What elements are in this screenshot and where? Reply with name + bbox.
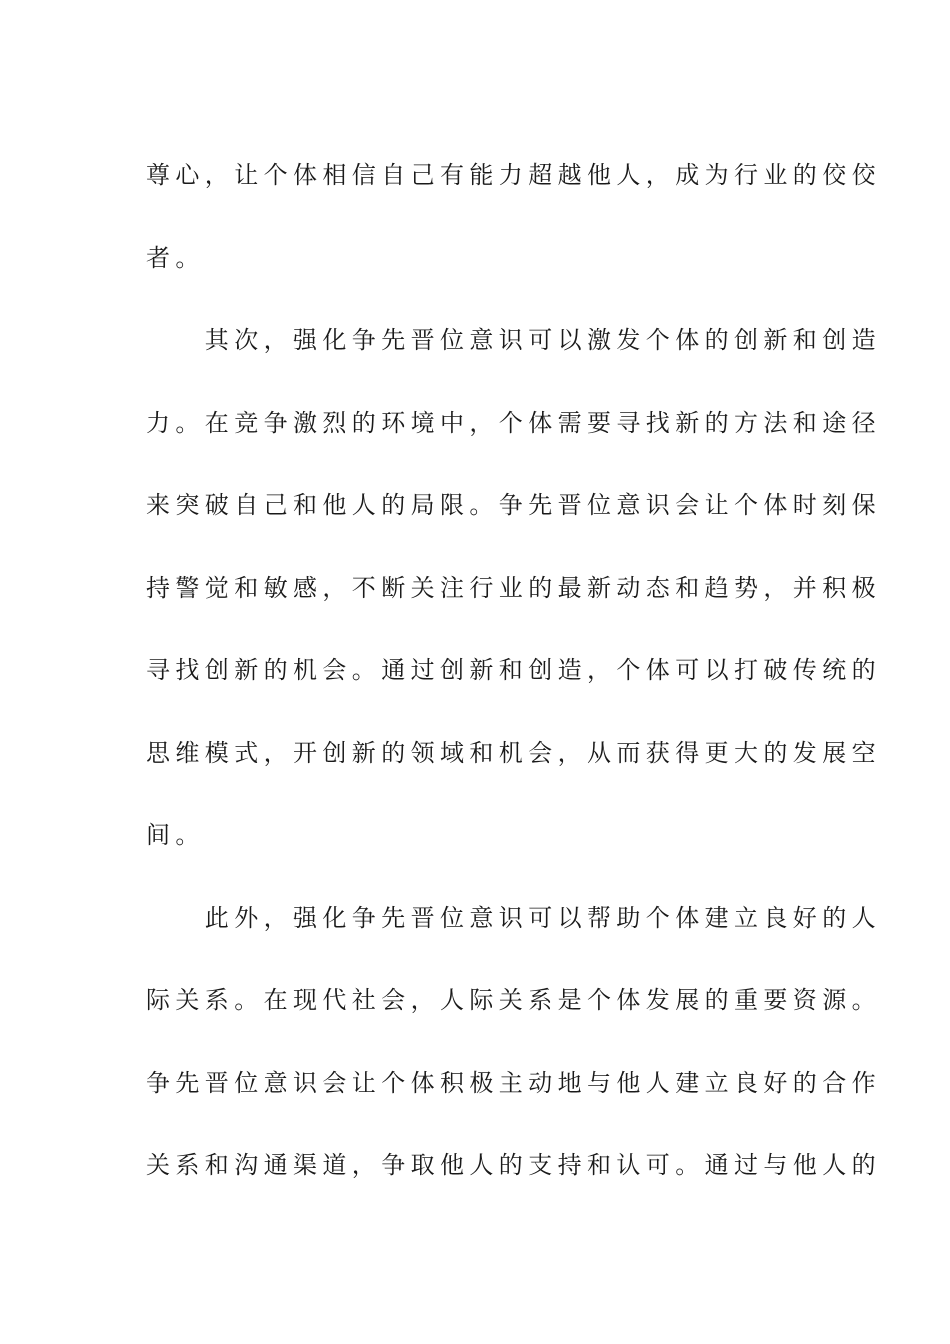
text-line: 争先晋位意识会让个体积极主动地与他人建立良好的合作 <box>146 1068 881 1097</box>
text-line: 际关系。在现代社会，人际关系是个体发展的重要资源。 <box>146 986 881 1014</box>
body-text <box>146 134 881 1207</box>
text-line: 此外，强化争先晋位意识可以帮助个体建立良好的人 <box>146 903 881 932</box>
text-line: 关系和沟通渠道，争取他人的支持和认可。通过与他人的 <box>146 1151 881 1179</box>
text-line: 尊心，让个体相信自己有能力超越他人，成为行业的佼佼 <box>146 161 881 189</box>
text-line: 其次，强化争先晋位意识可以激发个体的创新和创造 <box>146 326 881 354</box>
text-line: 来突破自己和他人的局限。争先晋位意识会让个体时刻保 <box>146 491 881 519</box>
text-line: 寻找创新的机会。通过创新和创造，个体可以打破传统的 <box>146 656 881 684</box>
text-line: 力。在竞争激烈的环境中，个体需要寻找新的方法和途径 <box>146 408 881 437</box>
text-line: 间。 <box>146 821 205 849</box>
text-line: 持警觉和敏感，不断关注行业的最新动态和趋势，并积极 <box>146 573 881 602</box>
text-line: 者。 <box>146 243 205 272</box>
text-line: 思维模式，开创新的领域和机会，从而获得更大的发展空 <box>146 738 881 767</box>
